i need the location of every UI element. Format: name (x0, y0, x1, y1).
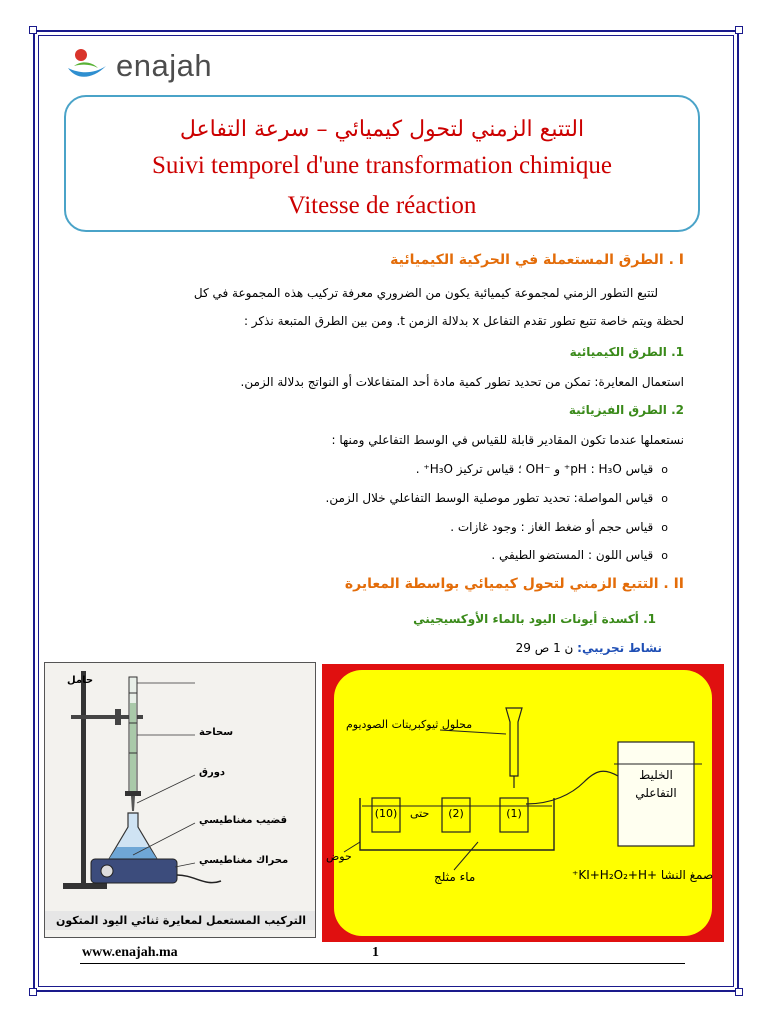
section1-sub1-heading: 1. الطرق الكيميائية (569, 345, 684, 359)
frame-corner (735, 26, 743, 34)
list-item: oقياس اللون : المستضو الطيفي . (491, 548, 668, 562)
list-item: oقياس المواصلة: تحديد تطور موصلية الوسط التفاعلي خلال الزمن. (325, 491, 668, 505)
label-beaker-1: (1) (506, 807, 522, 820)
section1-sub2-heading: 2. الطرق الفيزيائية (568, 403, 684, 417)
bullet-circle-icon: o (661, 463, 668, 476)
frame-corner (29, 26, 37, 34)
section1-intro-line1: لتتبع التطور الزمني لمجموعة كيميائية يكون من الضروري معرفة تركيب هذه المجموعة في كل (193, 286, 658, 300)
activity-line (516, 641, 662, 655)
section2-heading: II . التتبع الزمني لتحول كيميائي بواسطة المعايرة (344, 576, 684, 592)
title-arabic: التتبع الزمني لتحول كيميائي – سرعة التفاعل (179, 117, 585, 142)
page-number: 1 (372, 945, 379, 960)
section1-sub1-text: استعمال المعايرة: تمكن من تحديد تطور كمية مادة أحد المتفاعلات أو النواتج بدلالة الزمن. (240, 375, 684, 389)
bullet-circle-icon: o (661, 549, 668, 562)
section1-sub2-text: نستعملها عندما تكون المقادير قابلة للقياس في الوسط التفاعلي ومنها : (331, 433, 684, 447)
bullet-circle-icon: o (661, 521, 668, 534)
footer-url: www.enajah.ma (82, 945, 178, 960)
label-magnetic-stirrer: محراك مغناطيسي (199, 855, 289, 866)
enajah-logo (64, 46, 212, 86)
quench-experiment-figure (322, 664, 724, 942)
label-reagents: صمغ النشا +KI+H₂O₂+H⁺ (572, 868, 714, 882)
label-burette: سحاحة (199, 727, 234, 738)
label-until: حتى (410, 807, 430, 820)
frame-corner (29, 988, 37, 996)
label-beaker-2: (2) (448, 807, 464, 820)
label-mixture-line1: الخليط (639, 768, 673, 782)
label-beaker-10: (10) (374, 807, 398, 820)
label-mixture-line2: التفاعلي (635, 786, 677, 800)
list-item: oقياس حجم أو ضغط الغاز : وجود غازات . (450, 520, 668, 534)
label-stand: حامل (67, 675, 94, 686)
list-item: oقياس pH : H₃O⁺ و ⁻OH ؛ قياس تركيز H₃O⁺ . (415, 462, 668, 476)
activity-ref: ن 1 ص 29 (515, 641, 574, 655)
title-french-line2: Vitesse de réaction (287, 192, 477, 219)
title-french-line1: Suivi temporel d'une transformation chimique (152, 152, 612, 179)
bullet-circle-icon: o (661, 492, 668, 505)
label-salt-water: ماء مثلج (434, 870, 476, 884)
figure-left-labels (45, 663, 316, 938)
section1-heading: I . الطرق المستعملة في الحركية الكيميائية (390, 252, 684, 268)
titration-setup-figure (44, 662, 316, 938)
figure-right-labels (322, 664, 724, 942)
label-flask: دورق (199, 767, 226, 778)
enajah-logo-icon (64, 46, 110, 86)
label-basin: حوض (326, 850, 352, 863)
label-magnetic-bar: قضيب مغناطيسي (199, 815, 288, 826)
section1-intro-line2: لحظة ويتم خاصة تتبع تطور تقدم التفاعل x بدلالة الزمن t. ومن بين الطرق المتبعة نذكر : (243, 314, 684, 328)
label-thiosulfate-solution: محلول ثيوكبريتات الصوديوم (346, 718, 473, 731)
footer-divider (80, 963, 685, 964)
activity-label: نشاط تجريبي: (577, 641, 662, 655)
section2-sub1-heading: 1. أكسدة أيونات اليود بالماء الأوكسيجيني (413, 612, 656, 626)
figure-left-caption: التركيب المستعمل لمعايرة ثنائي اليود المتكون (45, 911, 316, 930)
frame-corner (735, 988, 743, 996)
logo-text: enajah (116, 48, 213, 83)
title-box (64, 95, 700, 232)
